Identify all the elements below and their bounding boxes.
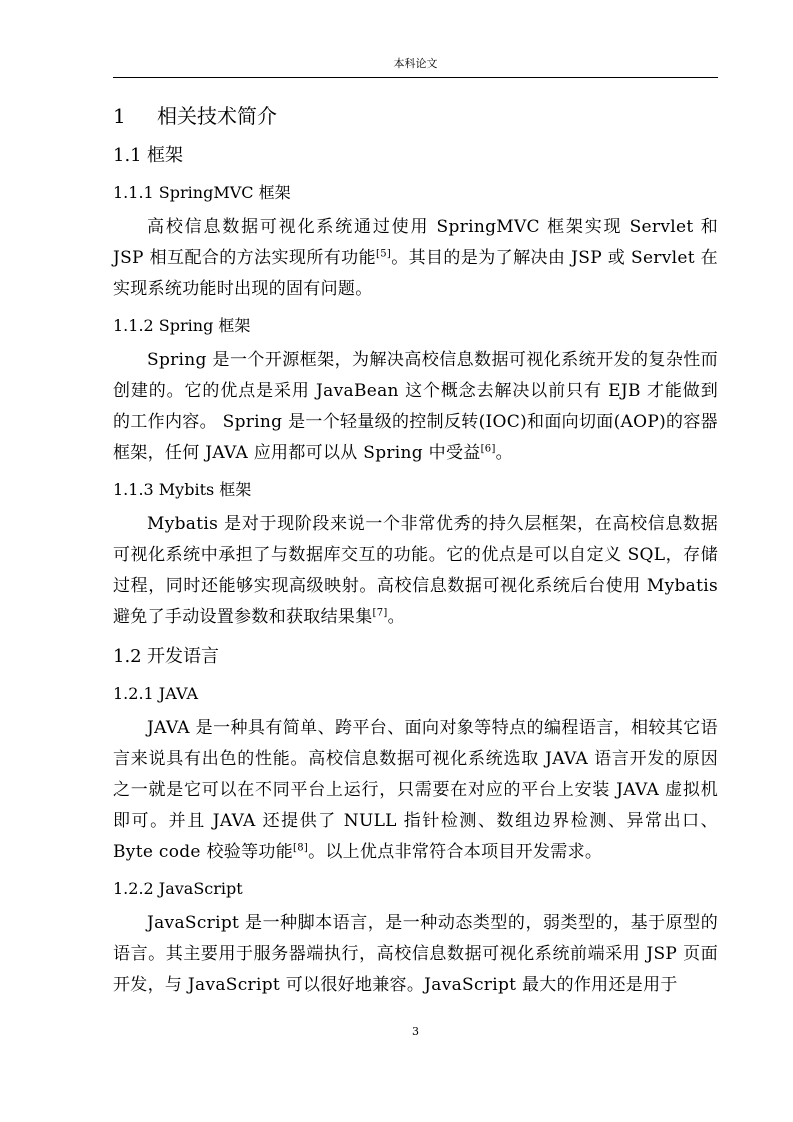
paragraph-text: JAVA 是一种具有简单、跨平台、面向对象等特点的编程语言，相较其它语言来说具有出色的性能。高校信息数据可视化系统选取 JAVA 语言开发的原因之一就是它可以在不同平台上运行，只需要在对应的平台上安装 JAVA 虚拟机即可。并且 JAVA 还提供了 NULL 指针检测、数组边界检测、异常出口、Byte code 校验等功能 xyxy=(113,718,718,862)
paragraph-text: 。 xyxy=(387,607,405,627)
paragraph-text: 。以上优点非常符合本项目开发需求。 xyxy=(308,842,603,862)
paragraph-text: JavaScript 是一种脚本语言，是一种动态类型的，弱类型的，基于原型的语言。其主要用于服务器端执行，高校信息数据可视化系统前端采用 JSP 页面开发，与 JavaScript 可以很好地兼容。JavaScript 最大的作用还是用于 xyxy=(113,913,718,995)
paragraph-text: Spring 是一个开源框架，为解决高校信息数据可视化系统开发的复杂性而创建的。它的优点是采用 JavaBean 这个概念去解决以前只有 EJB 才能做到的工作内容。 Spring 是一个轻量级的控制反转(IOC)和面向切面(AOP)的容器框架，任何 JAVA 应用都可以从 Spring 中受益 xyxy=(113,350,718,463)
chapter-heading xyxy=(113,100,718,132)
section-heading-1-2 xyxy=(113,641,718,673)
subsection-heading-1-1-2: 1.1.2 Spring 框架 xyxy=(113,316,251,335)
section-number: 1.2 xyxy=(113,646,142,667)
section-title: 框架 xyxy=(147,145,183,166)
paragraph-java xyxy=(113,713,718,868)
section-number: 1.1 xyxy=(113,145,142,166)
page-header: 本科论文 xyxy=(393,57,438,70)
chapter-number: 1 xyxy=(113,104,126,128)
section-title: 开发语言 xyxy=(147,646,219,667)
paragraph-mybatis xyxy=(113,509,718,633)
header-rule xyxy=(113,77,718,78)
paragraph-text: 高校信息数据可视化系统通过使用 SpringMVC 框架实现 Servlet 和 JSP 相互配合的方法实现所有功能 xyxy=(113,217,718,268)
page-content xyxy=(113,100,718,1009)
paragraph-text: Mybatis 是对于现阶段来说一个非常优秀的持久层框架，在高校信息数据可视化系统中承担了与数据库交互的功能。它的优点是可以自定义 SQL，存储过程，同时还能够实现高级映射。高校信息数据可视化系统后台使用 Mybatis 避免了手动设置参数和获取结果集 xyxy=(113,514,718,627)
paragraph-text: 。其目的是为了解决由 JSP 或 Servlet 在实现系统功能时出现的固有问题。 xyxy=(113,248,718,299)
citation: [5] xyxy=(376,248,392,260)
subsection-heading-1-2-1: 1.2.1 JAVA xyxy=(113,684,198,703)
citation: [7] xyxy=(372,607,388,619)
page-number: 3 xyxy=(412,1025,419,1038)
chapter-title: 相关技术简介 xyxy=(157,104,277,128)
paragraph-javascript xyxy=(113,908,718,1001)
paragraph-springmvc xyxy=(113,212,718,305)
section-heading-1-1 xyxy=(113,140,718,172)
citation: [8] xyxy=(293,842,309,854)
paragraph-spring xyxy=(113,345,718,469)
subsection-heading-1-1-1: 1.1.1 SpringMVC 框架 xyxy=(113,183,291,202)
subsection-heading-1-1-3: 1.1.3 Mybits 框架 xyxy=(113,480,252,499)
subsection-heading-1-2-2: 1.2.2 JavaScript xyxy=(113,879,243,898)
paragraph-text: 。 xyxy=(495,443,513,463)
citation: [6] xyxy=(480,443,496,455)
